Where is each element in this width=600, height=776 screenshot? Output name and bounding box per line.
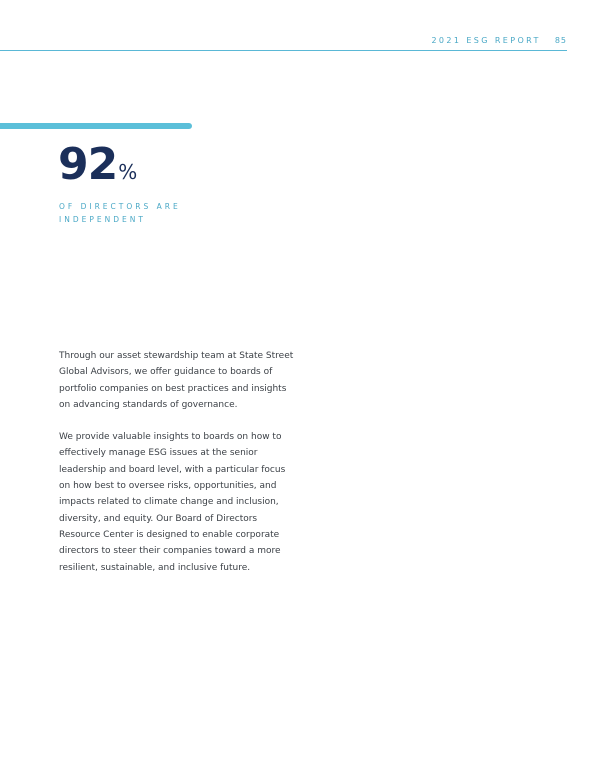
stat-label: OF DIRECTORS ARE INDEPENDENT bbox=[59, 202, 181, 224]
page-number: 85 bbox=[554, 36, 567, 45]
paragraph: Through our asset stewardship team at State Street Global Advisors, we offer guidance to boards of portfolio companies on best practices and insights on advancing standards of governance. bbox=[59, 351, 294, 410]
header-divider bbox=[0, 50, 567, 51]
running-header bbox=[431, 36, 567, 45]
stat-unit: % bbox=[118, 160, 138, 184]
stat-value: 92 bbox=[58, 139, 118, 190]
stat-figure bbox=[58, 139, 138, 190]
accent-bar bbox=[0, 123, 192, 129]
report-title: 2021 ESG REPORT bbox=[431, 36, 541, 45]
body-text bbox=[59, 348, 294, 592]
paragraph: We provide valuable insights to boards on how to effectively manage ESG issues at the senior leadership and board level, with a particular focus on how best to oversee risks, opportunities, and impacts related to climate change and inclusion, diversity, and equity. Our Board of Directors Resource Center is designed to enable corporate directors to steer their companies toward a more resilient, sustainable, and inclusive future. bbox=[59, 432, 286, 573]
